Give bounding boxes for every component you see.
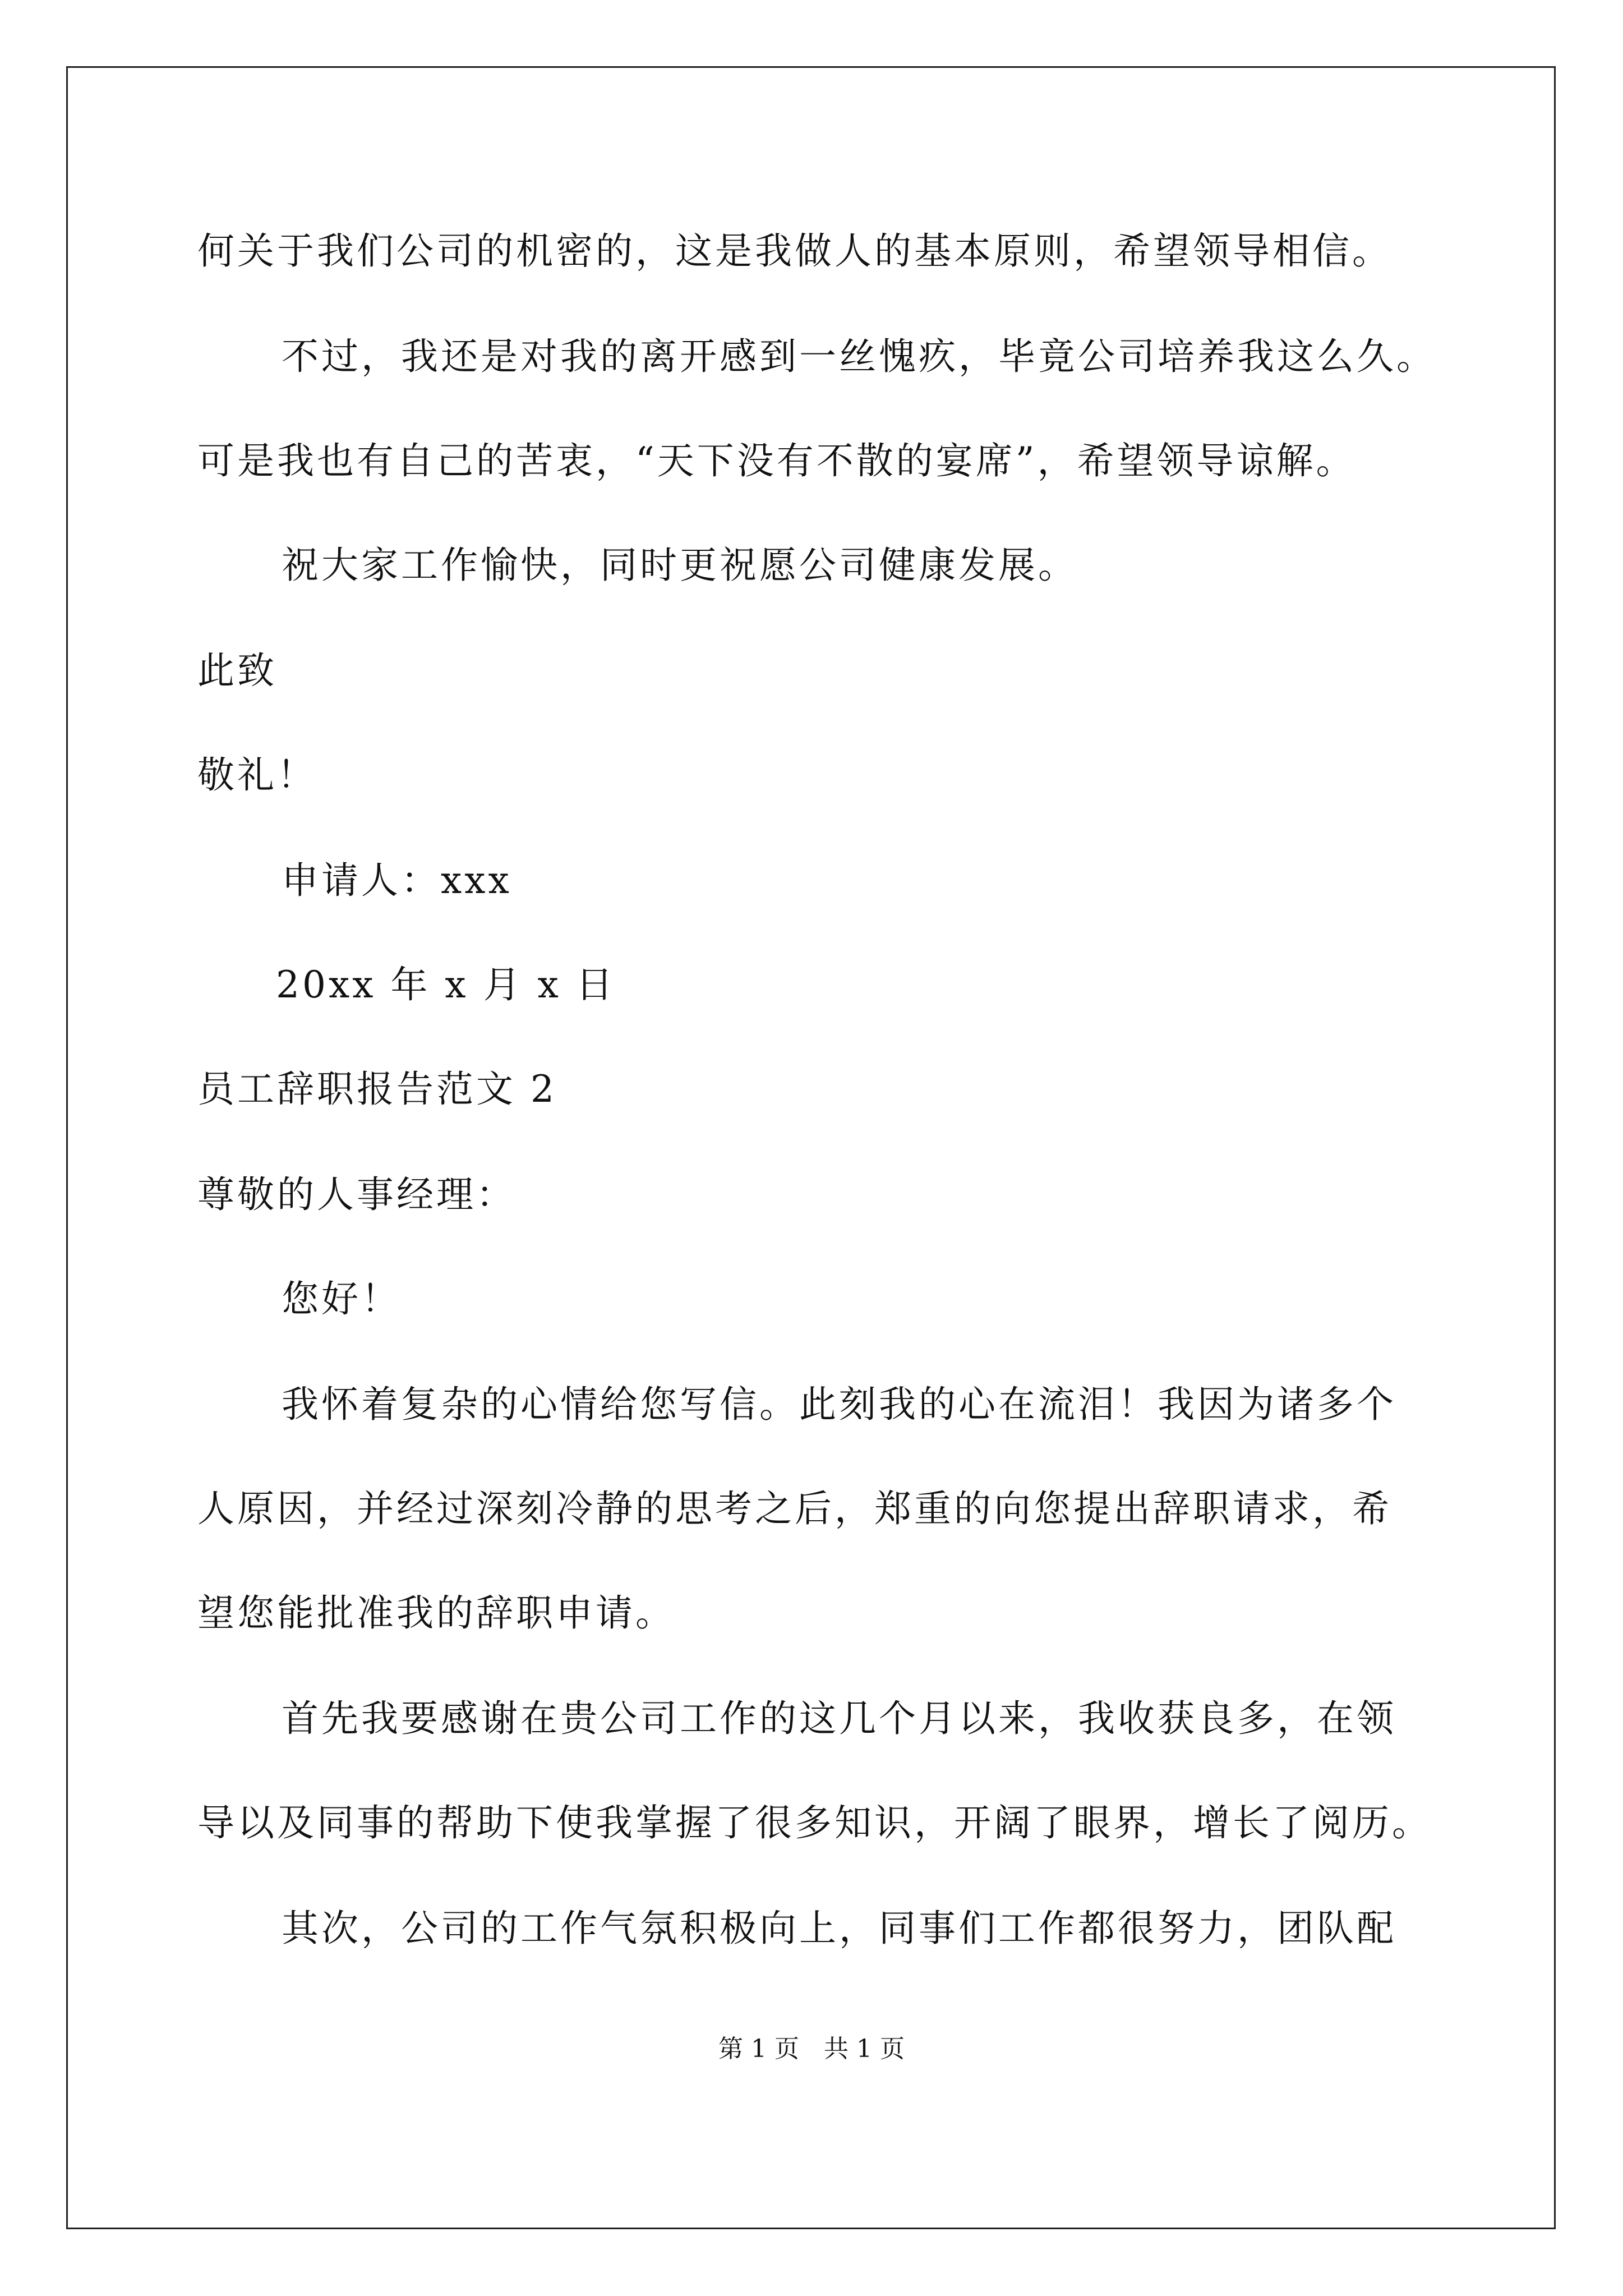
- text-line: 导以及同事的帮助下使我掌握了很多知识，开阔了眼界，增长了阅历。: [197, 1801, 1432, 1844]
- text-line: 可是我也有自己的苦衷，“天下没有不散的宴席”，希望领导谅解。: [197, 439, 1356, 482]
- text-line: 您好！: [282, 1277, 401, 1320]
- salutation-line: 敬礼！: [197, 753, 317, 797]
- page-footer: 第 1 页 共 1 页: [718, 2035, 905, 2063]
- page-border: [66, 66, 1556, 2229]
- text-line: 不过，我还是对我的离开感到一丝愧疚，毕竟公司培养我这么久。: [282, 335, 1436, 378]
- text-line: 我怀着复杂的心情给您写信。此刻我的心在流泪！我因为诸多个: [282, 1383, 1396, 1426]
- text-line: 望您能批准我的辞职申请。: [197, 1591, 675, 1635]
- text-line: 其次，公司的工作气氛积极向上，同事们工作都很努力，团队配: [282, 1907, 1396, 1950]
- closing-line: 此致: [197, 649, 277, 692]
- text-line: 首先我要感谢在贵公司工作的这几个月以来，我收获良多，在领: [282, 1697, 1396, 1740]
- date-line: 20xx 年 x 月 x 日: [276, 963, 616, 1006]
- applicant-line: 申请人：xxx: [282, 859, 512, 902]
- text-line: 人原因，并经过深刻冷静的思考之后，郑重的向您提出辞职请求，希: [197, 1487, 1392, 1530]
- text-line: 何关于我们公司的机密的，这是我做人的基本原则，希望领导相信。: [197, 229, 1392, 273]
- greeting-line: 尊敬的人事经理：: [197, 1173, 516, 1216]
- text-line: 祝大家工作愉快，同时更祝愿公司健康发展。: [282, 544, 1078, 587]
- section-heading: 员工辞职报告范文 2: [197, 1068, 557, 1111]
